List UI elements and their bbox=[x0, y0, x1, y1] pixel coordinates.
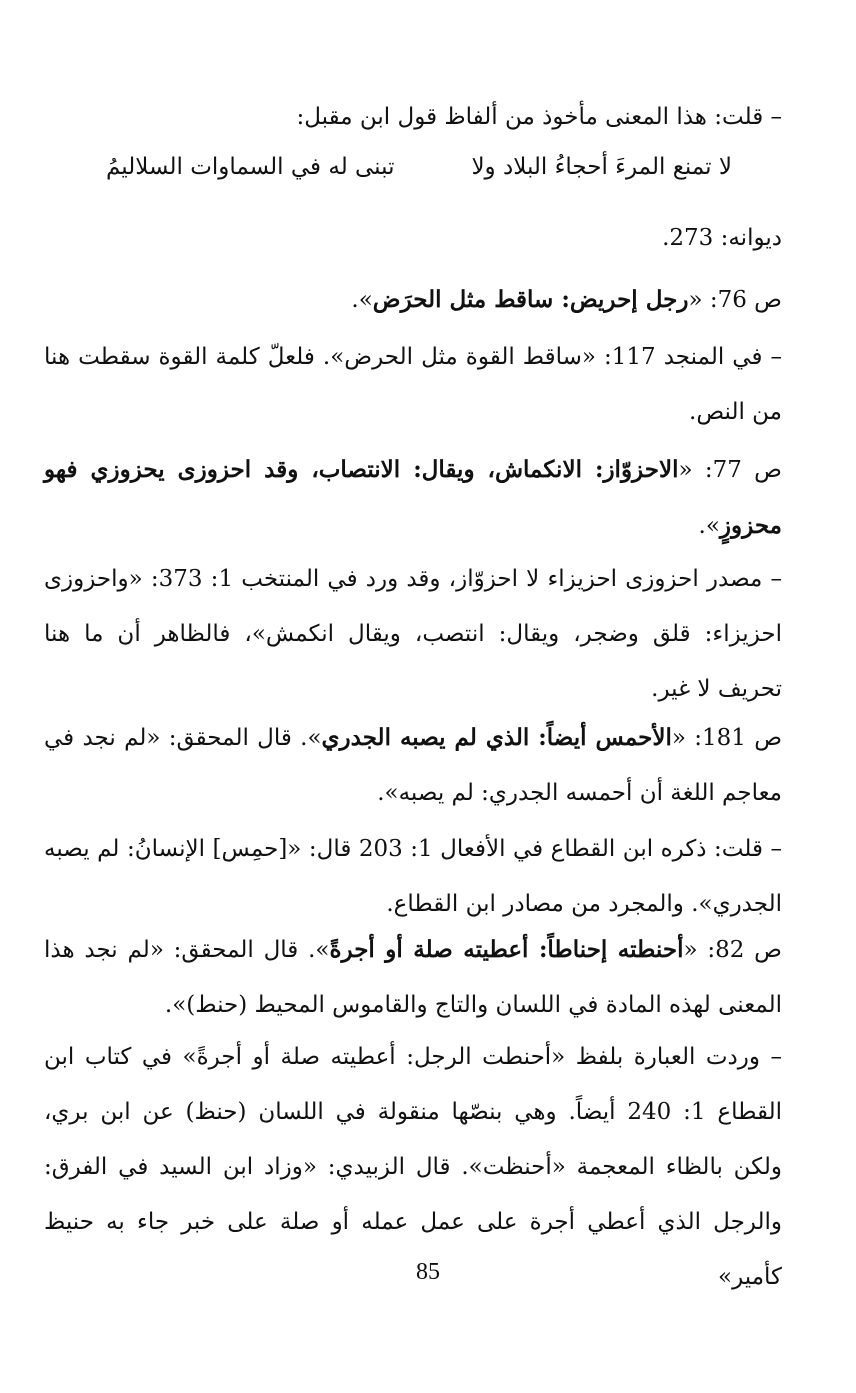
entry-p77-quote: الاحزوّاز: الانكماش، ويقال: الانتصاب، وقد احزوزى يحزوزي فهو محزوزٍ bbox=[44, 456, 782, 539]
entry-p181-quote: الأحمس أيضاً: الذي لم يصبه الجدري bbox=[321, 724, 672, 751]
verse-first-hemistich: لا تمنع المرءَ أحجاءُ البلاد ولا bbox=[471, 154, 732, 180]
entry-p76-end: ». bbox=[351, 287, 373, 313]
entry-p181-ref: ص 181: « bbox=[671, 725, 783, 751]
verse-second-hemistich: تبنى له في السماوات السلاليمُ bbox=[106, 154, 395, 180]
entry-p76-quote: رجل إحريض: ساقط مثل الحرَض bbox=[372, 286, 689, 313]
entry-p82-ref: ص 82: « bbox=[683, 937, 782, 963]
entry-p77 bbox=[44, 442, 782, 554]
entry-p77-end: ». bbox=[698, 513, 720, 539]
entry-p181-rest: ». قال المحقق: «لم نجد في معاجم اللغة أن أحمسه الجدري: لم يصبه». bbox=[44, 725, 782, 806]
entry-p76-ref: ص 76: « bbox=[688, 287, 782, 313]
paragraph-ibn-qatta: – قلت: ذكره ابن القطاع في الأفعال 1: 203 قال: «[حمِس] الإنسانُ: لم يصبه الجدري». والمجرد من مصادر ابن القطاع. bbox=[44, 836, 782, 917]
entry-p82-rest: ». قال المحقق: «لم نجد هذا المعنى لهذه المادة في اللسان والتاج والقاموس المحيط (حنط)». bbox=[44, 937, 782, 1018]
paragraph-1: – قلت: هذا المعنى مأخوذ من ألفاظ قول ابن مقبل: bbox=[296, 104, 782, 130]
entry-p77-ref: ص 77: « bbox=[678, 457, 782, 483]
entry-p181 bbox=[44, 710, 782, 821]
paragraph-diwan-ref: ديوانه: 273. bbox=[662, 225, 782, 251]
entry-p82 bbox=[44, 922, 782, 1033]
paragraph-zabidi: – وردت العبارة بلفظ «أحنطت الرجل: أعطيته صلة أو أجرةً» في كتاب ابن القطاع 1: 240 أيضاً. وهي بنصّها منقولة في اللسان (حنظ) عن ابن بري، ولكن بالظاء المعجمة «أحنظت». قال الزبيدي: «وزاد ابن السيد في الفرق: والرجل الذي أعطي أجرة على عمل عمله أو صلة على خبر جاء به حنيظ كأمير» bbox=[44, 1044, 782, 1290]
entry-p76 bbox=[44, 272, 782, 328]
paragraph-muntakhab: – مصدر احزوزى احزيزاء لا احزوّاز، وقد ورد في المنتخب 1: 373: «واحزوزى احزيزاء: قلق وضجر، ويقال: انتصب، ويقال انكمش»، فالظاهر أن ما هنا تحريف لا غير. bbox=[44, 566, 782, 702]
page-number: 85 bbox=[416, 1259, 440, 1285]
entry-p82-quote: أحنطته إحناطاً: أعطيته صلة أو أجرةً bbox=[329, 936, 684, 963]
paragraph-munjid: – في المنجد 117: «ساقط القوة مثل الحرض». فلعلّ كلمة القوة سقطت هنا من النص. bbox=[44, 344, 782, 425]
